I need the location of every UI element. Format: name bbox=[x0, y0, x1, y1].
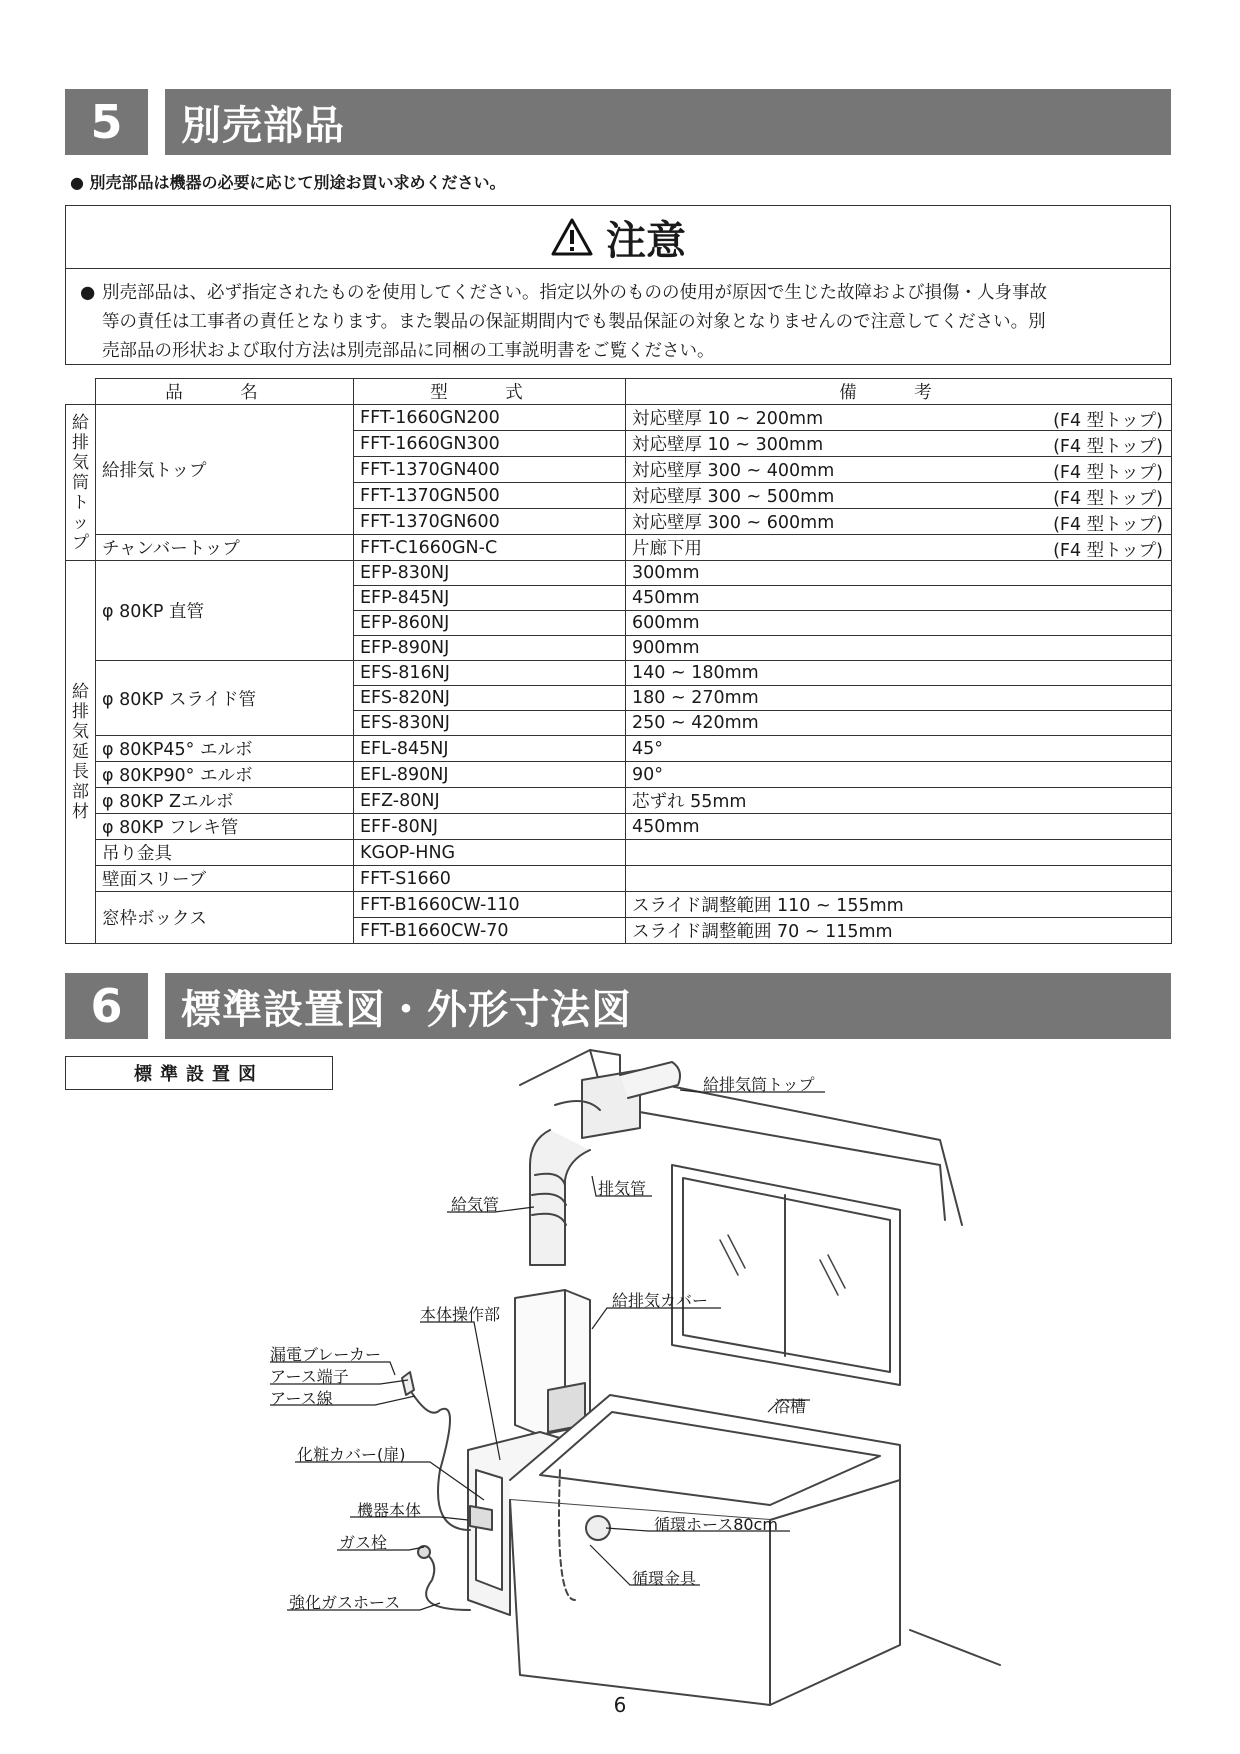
remark-suffix: (F4 型トップ) bbox=[1053, 411, 1163, 431]
remark-text: 対応壁厚 300 ~ 600mm bbox=[632, 513, 835, 533]
caution-line: 売部品の形状および取付方法は別売部品に同梱の工事説明書をご覧ください。 bbox=[102, 341, 715, 361]
label-gas-valve: ガス栓 bbox=[339, 1533, 388, 1552]
item-name: φ 80KP 直管 bbox=[96, 561, 354, 661]
label-circulation-hose: 循環ホース80cm bbox=[654, 1515, 778, 1534]
label-gas-hose: 強化ガスホース bbox=[289, 1593, 401, 1612]
item-name: φ 80KP45° エルボ bbox=[96, 736, 354, 762]
item-model: EFP-860NJ bbox=[354, 611, 626, 636]
wall-top-line bbox=[640, 1080, 962, 1225]
remark-suffix: (F4 型トップ) bbox=[1053, 541, 1163, 561]
glass-reflection bbox=[720, 1235, 745, 1275]
item-model: FFT-B1660CW-110 bbox=[354, 892, 626, 918]
item-remarks: 45° bbox=[626, 736, 1172, 762]
item-model: FFT-1660GN300 bbox=[354, 431, 626, 457]
item-model: EFS-830NJ bbox=[354, 711, 626, 736]
item-model: FFT-1370GN400 bbox=[354, 457, 626, 483]
item-remarks: 600mm bbox=[626, 611, 1172, 636]
header-remarks: 備 考 bbox=[626, 379, 1172, 405]
label-control-unit: 本体操作部 bbox=[420, 1305, 501, 1324]
item-model: FFT-1370GN600 bbox=[354, 509, 626, 535]
item-remarks: スライド調整範囲 70 ~ 115mm bbox=[626, 918, 1172, 944]
item-model: EFZ-80NJ bbox=[354, 788, 626, 814]
label-bathtub: 浴槽 bbox=[774, 1397, 807, 1416]
item-name: φ 80KP フレキ管 bbox=[96, 814, 354, 840]
section-number: 6 bbox=[65, 973, 148, 1039]
item-remarks: 250 ~ 420mm bbox=[626, 711, 1172, 736]
item-model: EFP-845NJ bbox=[354, 586, 626, 611]
remark-text: 対応壁厚 300 ~ 400mm bbox=[632, 461, 835, 481]
floor-line bbox=[910, 1630, 1000, 1665]
label-unit-body: 機器本体 bbox=[357, 1501, 422, 1520]
item-model: EFP-890NJ bbox=[354, 636, 626, 661]
remark-suffix: (F4 型トップ) bbox=[1053, 489, 1163, 509]
remark-suffix: (F4 型トップ) bbox=[1053, 463, 1163, 483]
label-circulation-fitting: 循環金具 bbox=[632, 1569, 697, 1588]
item-remarks: 140 ~ 180mm bbox=[626, 661, 1172, 686]
item-name: チャンバートップ bbox=[96, 535, 354, 561]
item-model: FFT-C1660GN-C bbox=[354, 535, 626, 561]
item-remarks: 300mm bbox=[626, 561, 1172, 586]
remark-text: 対応壁厚 10 ~ 200mm bbox=[632, 409, 824, 429]
remark-text: 片廊下用 bbox=[632, 539, 702, 559]
subheading: 標準設置図 bbox=[65, 1056, 333, 1090]
item-remarks: 450mm bbox=[626, 586, 1172, 611]
vent-top-pipe bbox=[620, 1062, 680, 1098]
item-model: FFT-1660GN200 bbox=[354, 405, 626, 431]
remark-suffix: (F4 型トップ) bbox=[1053, 437, 1163, 457]
item-model: EFF-80NJ bbox=[354, 814, 626, 840]
item-name: φ 80KP スライド管 bbox=[96, 661, 354, 736]
item-model: KGOP-HNG bbox=[354, 840, 626, 866]
section-title: 別売部品 bbox=[165, 89, 1171, 155]
category-extension-parts: 給排気延長部材 bbox=[66, 561, 96, 944]
item-remarks: スライド調整範囲 110 ~ 155mm bbox=[626, 892, 1172, 918]
item-name: 窓枠ボックス bbox=[96, 892, 354, 944]
item-model: FFT-1370GN500 bbox=[354, 483, 626, 509]
header-model: 型 式 bbox=[354, 379, 626, 405]
item-model: EFS-820NJ bbox=[354, 686, 626, 711]
control-panel bbox=[470, 1506, 492, 1530]
item-remarks: 180 ~ 270mm bbox=[626, 686, 1172, 711]
item-model: EFL-845NJ bbox=[354, 736, 626, 762]
category-vent-top: 給排気筒トップ bbox=[66, 405, 96, 561]
item-model: EFP-830NJ bbox=[354, 561, 626, 586]
window-inner bbox=[683, 1178, 890, 1372]
item-model: EFS-816NJ bbox=[354, 661, 626, 686]
label-exhaust-pipe: 排気管 bbox=[598, 1179, 647, 1198]
item-name: φ 80KP90° エルボ bbox=[96, 762, 354, 788]
item-name: φ 80KP Zエルボ bbox=[96, 788, 354, 814]
label-breaker: 漏電ブレーカー bbox=[270, 1345, 382, 1364]
wall-ledge bbox=[600, 1105, 940, 1165]
item-model: EFL-890NJ bbox=[354, 762, 626, 788]
label-intake-pipe: 給気管 bbox=[451, 1195, 500, 1214]
wall-ledge bbox=[940, 1165, 945, 1220]
glass-reflection bbox=[820, 1255, 845, 1295]
item-name: 壁面スリーブ bbox=[96, 866, 354, 892]
section-number: 5 bbox=[65, 89, 148, 155]
remark-text: 対応壁厚 10 ~ 300mm bbox=[632, 435, 824, 455]
label-earth-terminal: アース端子 bbox=[270, 1367, 349, 1386]
item-remarks: 900mm bbox=[626, 636, 1172, 661]
label-vent-cover: 給排気カバー bbox=[612, 1291, 709, 1310]
gas-hose bbox=[420, 1550, 470, 1610]
item-model: FFT-B1660CW-70 bbox=[354, 918, 626, 944]
header-name: 品 名 bbox=[96, 379, 354, 405]
item-remarks: 芯ずれ 55mm bbox=[626, 788, 1172, 814]
item-name: 給排気トップ bbox=[96, 405, 354, 535]
label-decor-cover: 化粧カバー(扉) bbox=[297, 1445, 406, 1464]
caution-line: 等の責任は工事者の責任となります。また製品の保証期間内でも製品保証の対象となりませんので注意してください。別 bbox=[102, 312, 1046, 332]
caution-title: 注意 bbox=[606, 217, 686, 264]
section-title: 標準設置図・外形寸法図 bbox=[165, 973, 1171, 1039]
page-number: 6 bbox=[613, 1693, 627, 1717]
purchase-note: ● 別売部品は機器の必要に応じて別途お買い求めください。 bbox=[70, 173, 506, 192]
item-remarks: 90° bbox=[626, 762, 1172, 788]
item-remarks: 450mm bbox=[626, 814, 1172, 840]
remark-text: 対応壁厚 300 ~ 500mm bbox=[632, 487, 835, 507]
breaker-icon bbox=[402, 1372, 414, 1395]
bullet: ● bbox=[80, 283, 96, 303]
item-model: FFT-S1660 bbox=[354, 866, 626, 892]
label-vent-top: 給排気筒トップ bbox=[703, 1075, 815, 1094]
caution-line: 別売部品は、必ず指定されたものを使用してください。指定以外のものの使用が原因で生じた故障および損傷・人身事故 bbox=[102, 283, 1047, 303]
item-name: 吊り金具 bbox=[96, 840, 354, 866]
label-earth-wire: アース線 bbox=[270, 1389, 333, 1408]
remark-suffix: (F4 型トップ) bbox=[1053, 515, 1163, 535]
